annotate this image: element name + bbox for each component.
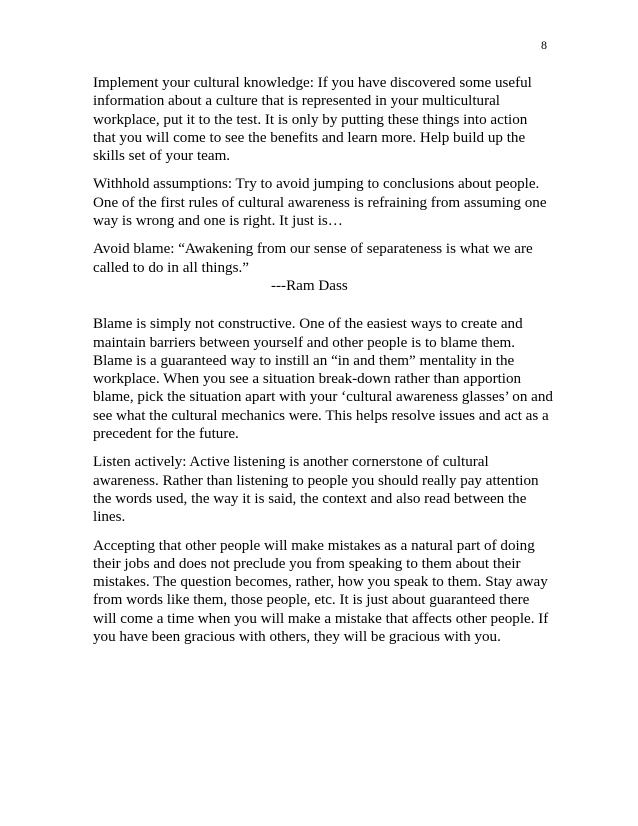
paragraph-listen-actively: Listen actively: Active listening is another cornerstone of cultural awareness. Rather than listening to people you should really pay attention the words used, the way it is said, the context and also read between the lines. xyxy=(93,454,539,526)
page-body xyxy=(93,74,553,646)
paragraph-withhold-assumptions: Withhold assumptions: Try to avoid jumping to conclusions about people. One of the first rules of cultural awareness is refraining from assuming one way is wrong and one is right. It just is… xyxy=(93,176,547,230)
paragraph-blame: Blame is simply not constructive. One of the easiest ways to create and maintain barriers between yourself and other people is to blame them. Blame is a guaranteed way to instill an “in and them” mentality in the workplace. When you see a situation break-down rather than apportion blame, pick the situation apart with your ‘cultural awareness glasses’ on and see what the cultural mechanics were. This helps resolve issues and act as a precedent for the future. xyxy=(93,316,553,443)
paragraph-avoid-blame-quote: Avoid blame: “Awakening from our sense of separateness is what we are called to do in all things.” xyxy=(93,241,533,276)
page-number: 8 xyxy=(541,38,547,52)
paragraph-implement-cultural-knowledge: Implement your cultural knowledge: If you have discovered some useful information about a culture that is represented in your multicultural workplace, put it to the test. It is only by putting these things into action that you will come to see the benefits and learn more. Help build up the skills set of your team. xyxy=(93,75,532,165)
paragraph-accepting-mistakes: Accepting that other people will make mistakes as a natural part of doing their jobs and does not preclude you from speaking to them about their mistakes. The question becomes, rather, how you speak to them. Stay away from words like them, those people, etc. It is just about guaranteed there will come a time when you will make a mistake that affects other people. If you have been gracious with others, they will be gracious with you. xyxy=(93,537,549,646)
quote-attribution: ---Ram Dass xyxy=(271,277,348,294)
